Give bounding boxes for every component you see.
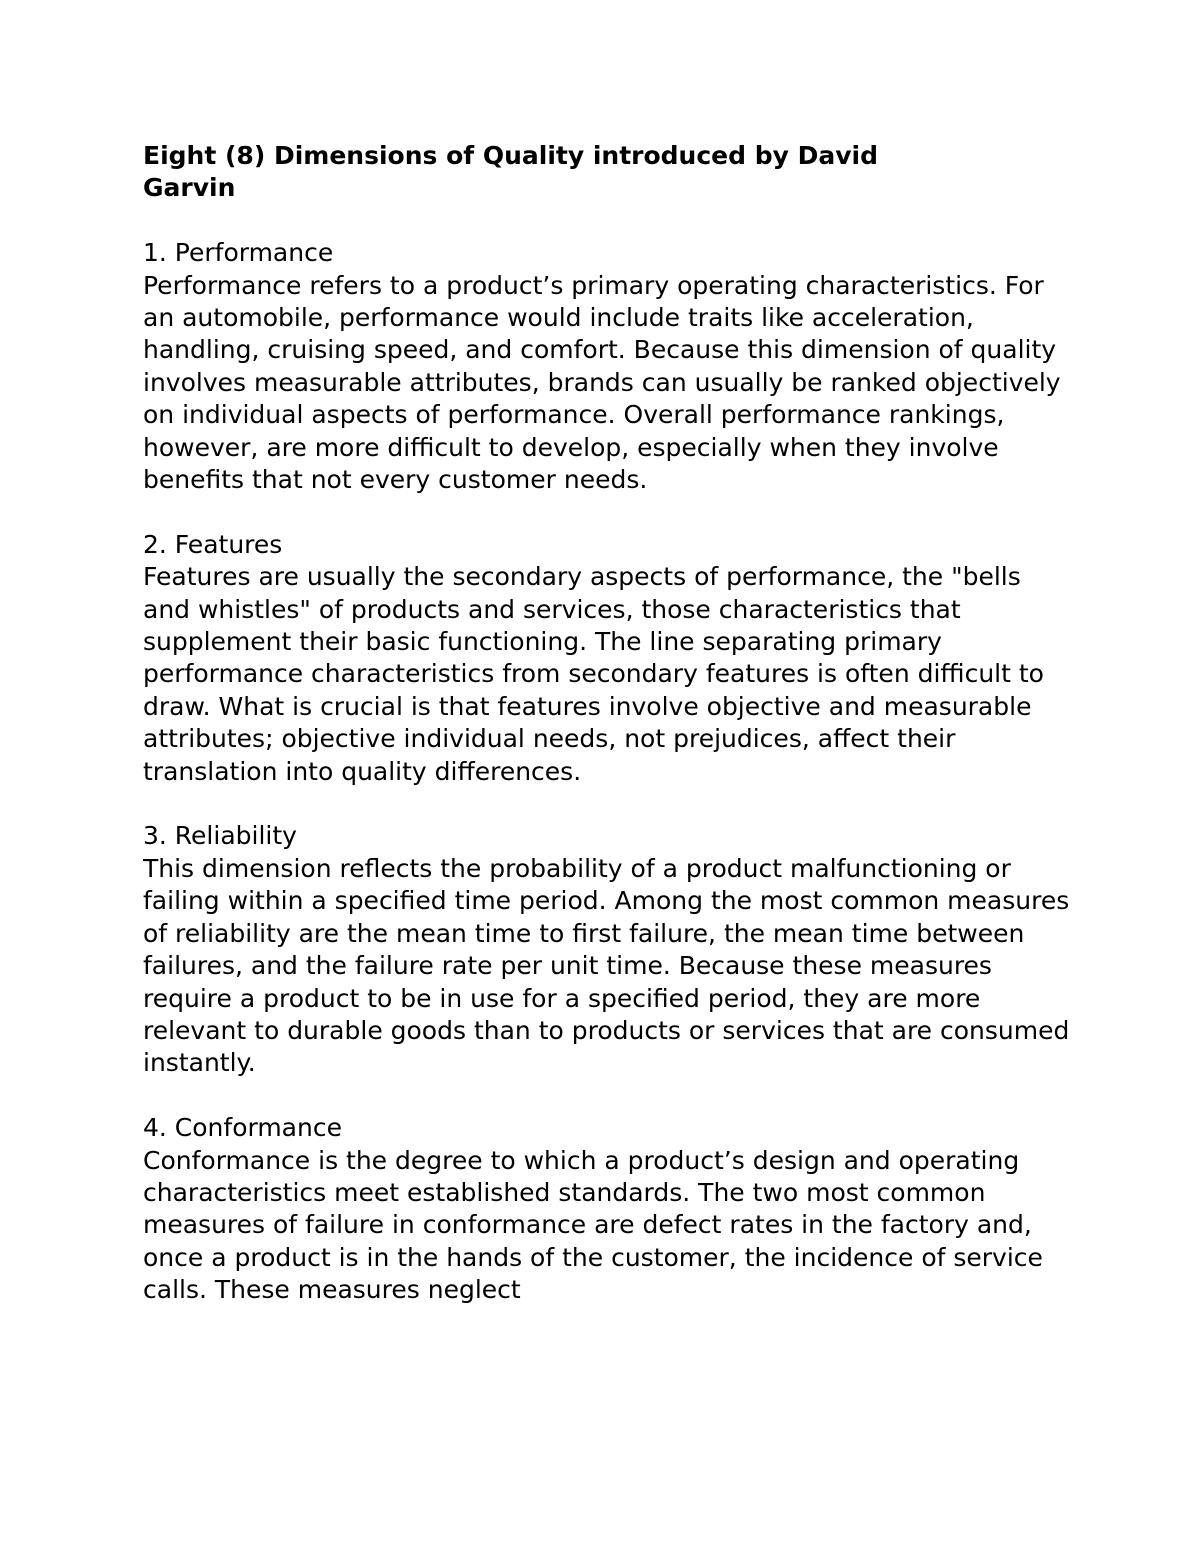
section-performance (143, 237, 1073, 496)
section-heading: 1. Performance (143, 238, 334, 268)
section-heading: 2. Features (143, 529, 283, 559)
document-content (143, 140, 1073, 1339)
document-title: Eight (8) Dimensions of Quality introduced by David Garvin (143, 141, 879, 203)
section-heading: 4. Conformance (143, 1113, 342, 1143)
section-body: Features are usually the secondary aspects of performance, the "bells and whistles" of products and services, those characteristics that supplement their basic functioning. The line separating primary performance characteristics from secondary features is often difficult to draw. What is crucial is that features involve objective and measurable attributes; objective individual needs, not prejudices, affect their translation into quality differences. (143, 562, 1044, 786)
section-features (143, 529, 1073, 788)
section-body: Conformance is the degree to which a product’s design and operating characteristics meet established standards. The two most common measures of failure in conformance are defect rates in the factory and, once a product is in the hands of the customer, the incidence of service calls. These measures neglect (143, 1145, 1043, 1305)
section-heading: 3. Reliability (143, 821, 297, 851)
section-body: Performance refers to a product’s primary operating characteristics. For an automobile, performance would include traits like acceleration, handling, cruising speed, and comfort. Because this dimension of quality involves measurable attributes, brands can usually be ranked objectively on individual aspects of performance. Overall performance rankings, however, are more difficult to develop, especially when they involve benefits that not every customer needs. (143, 270, 1061, 495)
section-body: This dimension reflects the probability of a product malfunctioning or failing within a specified time period. Among the most common measures of reliability are the mean time to first failure, the mean time between failures, and the failure rate per unit time. Because these measures require a product to be in use for a specified period, they are more relevant to durable goods than to products or services that are consumed instantly. (143, 853, 1070, 1078)
section-conformance (143, 1112, 1073, 1306)
section-reliability (143, 820, 1073, 1079)
